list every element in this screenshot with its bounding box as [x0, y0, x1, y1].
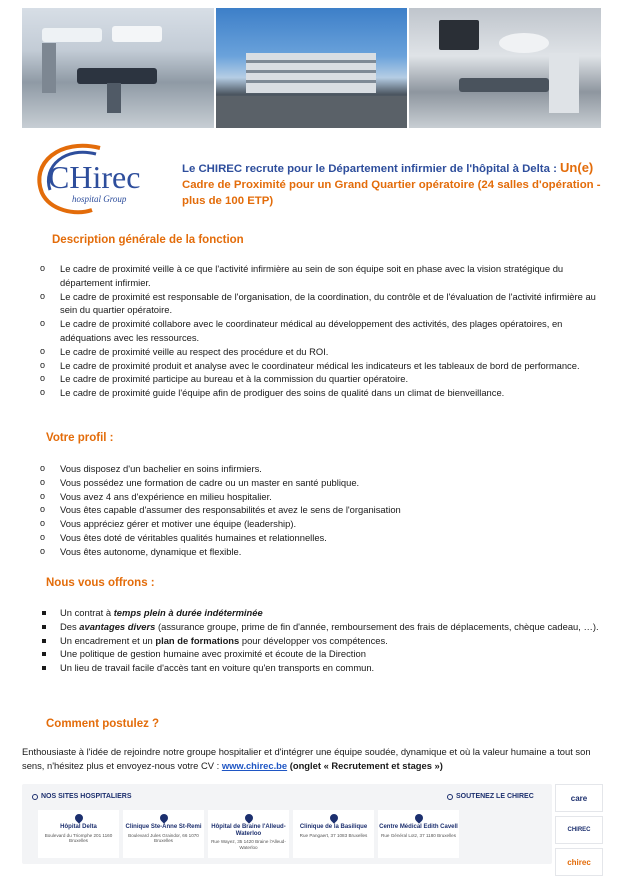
- list-item: o Le cadre de proximité veille à ce que l'activité infirmière au sein de son équipe soit en phase avec la vision stratégique du département infirmier.: [40, 262, 600, 290]
- profile-list: [40, 462, 600, 559]
- description-list: [40, 262, 600, 400]
- list-item: Un lieu de travail facile d'accès tant en voiture qu'en transports en commun.: [40, 661, 600, 675]
- list-item: o Vous avez 4 ans d'expérience en milieu hospitalier.: [40, 490, 600, 504]
- location-pin-icon: [73, 812, 84, 823]
- list-item: Une politique de gestion humaine avec proximité et écoute de la Direction: [40, 647, 600, 661]
- headline-intro: Le CHIREC recrute pour le Département infirmier de l'hôpital à Delta :: [182, 163, 561, 175]
- circle-icon: [447, 794, 453, 800]
- site-name: Hôpital de Braine l'Alleud-Waterloo: [211, 824, 286, 837]
- sites-title: NOS SITES HOSPITALIERS: [32, 793, 132, 800]
- site-name: Hôpital Delta: [60, 824, 97, 830]
- sites-list: [38, 810, 459, 858]
- list-item: o Le cadre de proximité est responsable de l'organisation, de la coordination, du contrôle et de l'évaluation de l'activité infirmière au sein du quartier opératoire.: [40, 290, 600, 318]
- list-item: o Le cadre de proximité produit et analyse avec le coordinateur médical les indicateurs et les tableaux de bord de performance.: [40, 359, 600, 373]
- list-item: o Vous appréciez gérer et motiver une équipe (leadership).: [40, 517, 600, 531]
- location-pin-icon: [158, 812, 169, 823]
- site-address: Boulevard du Triomphe 201 1160 Bruxelles: [44, 832, 113, 843]
- chirec-foundation-logo[interactable]: CHIREC: [555, 816, 603, 844]
- headline-role-a: Un(e): [560, 160, 594, 175]
- list-item: Un encadrement et un plan de formations pour développer vos compétences.: [40, 634, 600, 648]
- hospital-building-photo: [216, 8, 408, 128]
- list-item: o Vous possédez une formation de cadre ou un master en santé publique.: [40, 476, 600, 490]
- offer-list: [40, 606, 600, 675]
- site-card[interactable]: [208, 810, 289, 858]
- partner-logos: [555, 784, 603, 876]
- list-item: o Le cadre de proximité veille au respect des procédure et du ROI.: [40, 345, 600, 359]
- apply-text: Enthousiaste à l'idée de rejoindre notre groupe hospitalier et d'intégrer une équipe soudée, dynamique et où la valeur humaine a tout son sens, n'hésitez plus et envoyez-nous votre CV : www.chirec.be (onglet « Recrutement et stages »): [22, 746, 591, 771]
- site-address: Boulevard Jules Graindor, 66 1070 Bruxelles: [128, 832, 199, 843]
- site-address: Rue Wayez, 35 1420 Braine l'Alleud-Waterloo: [211, 839, 286, 850]
- job-headline: [182, 160, 602, 209]
- care-logo[interactable]: care: [555, 784, 603, 812]
- location-pin-icon: [413, 812, 424, 823]
- site-name: Clinique de la Basilique: [299, 824, 368, 830]
- list-item: o Vous êtes doté de véritables qualités humaines et relationnelles.: [40, 531, 600, 545]
- site-address: Rue Pangaert, 37 1083 Bruxelles: [299, 832, 368, 838]
- apply-title: Comment postulez ?: [46, 718, 160, 730]
- location-pin-icon: [328, 812, 339, 823]
- list-item: o Vous êtes autonome, dynamique et flexible.: [40, 545, 600, 559]
- list-item: o Vous disposez d'un bachelier en soins infirmiers.: [40, 462, 600, 476]
- profile-title: Votre profil :: [46, 432, 114, 444]
- sites-panel: [22, 784, 552, 864]
- logo-text: CHirec: [48, 159, 141, 195]
- surgical-suite-photo: [409, 8, 601, 128]
- headline-role-b: Cadre de Proximité pour un Grand Quartier opératoire (24 salles d'opération - plus de 100 ETP): [182, 179, 601, 207]
- circle-icon: [32, 794, 38, 800]
- list-item: o Vous êtes capable d'assumer des responsabilités et avez le sens de l'organisation: [40, 503, 600, 517]
- website-link[interactable]: www.chirec.be: [221, 760, 288, 771]
- site-card[interactable]: [378, 810, 459, 858]
- list-item: o Le cadre de proximité collabore avec le coordinateur médical au développement des activités, des plages opératoires, en adéquations avec les ressources.: [40, 317, 600, 345]
- list-item: o Le cadre de proximité participe au bureau et à la commission du quartier opératoire.: [40, 372, 600, 386]
- list-item: o Le cadre de proximité guide l'équipe afin de prodiguer des soins de qualité dans un climat de bienveillance.: [40, 386, 600, 400]
- site-name: Centre Médical Edith Cavell: [379, 824, 458, 830]
- operating-room-photo: [22, 8, 214, 128]
- logo-subtitle: hospital Group: [72, 194, 127, 204]
- support-title[interactable]: SOUTENEZ LE CHIREC: [447, 793, 534, 800]
- site-name: Clinique Ste-Anne St-Remi: [125, 824, 202, 830]
- site-card[interactable]: [293, 810, 374, 858]
- offer-title: Nous vous offrons :: [46, 577, 155, 589]
- site-card[interactable]: [38, 810, 119, 858]
- location-pin-icon: [243, 812, 254, 823]
- site-card[interactable]: [123, 810, 204, 858]
- list-item: Un contrat à temps plein à durée indéterminée: [40, 606, 600, 620]
- footer: [22, 784, 602, 880]
- chirec-logo: [30, 138, 150, 218]
- description-title: Description générale de la fonction: [52, 234, 244, 246]
- site-address: Rue Général Lotz, 37 1180 Bruxelles: [381, 832, 456, 838]
- list-item: Des avantages divers (assurance groupe, prime de fin d'année, remboursement des frais de déplacements, chèque cadeau, …).: [40, 620, 600, 634]
- photo-banner: [22, 8, 601, 128]
- chirec-partner-logo[interactable]: chirec: [555, 848, 603, 876]
